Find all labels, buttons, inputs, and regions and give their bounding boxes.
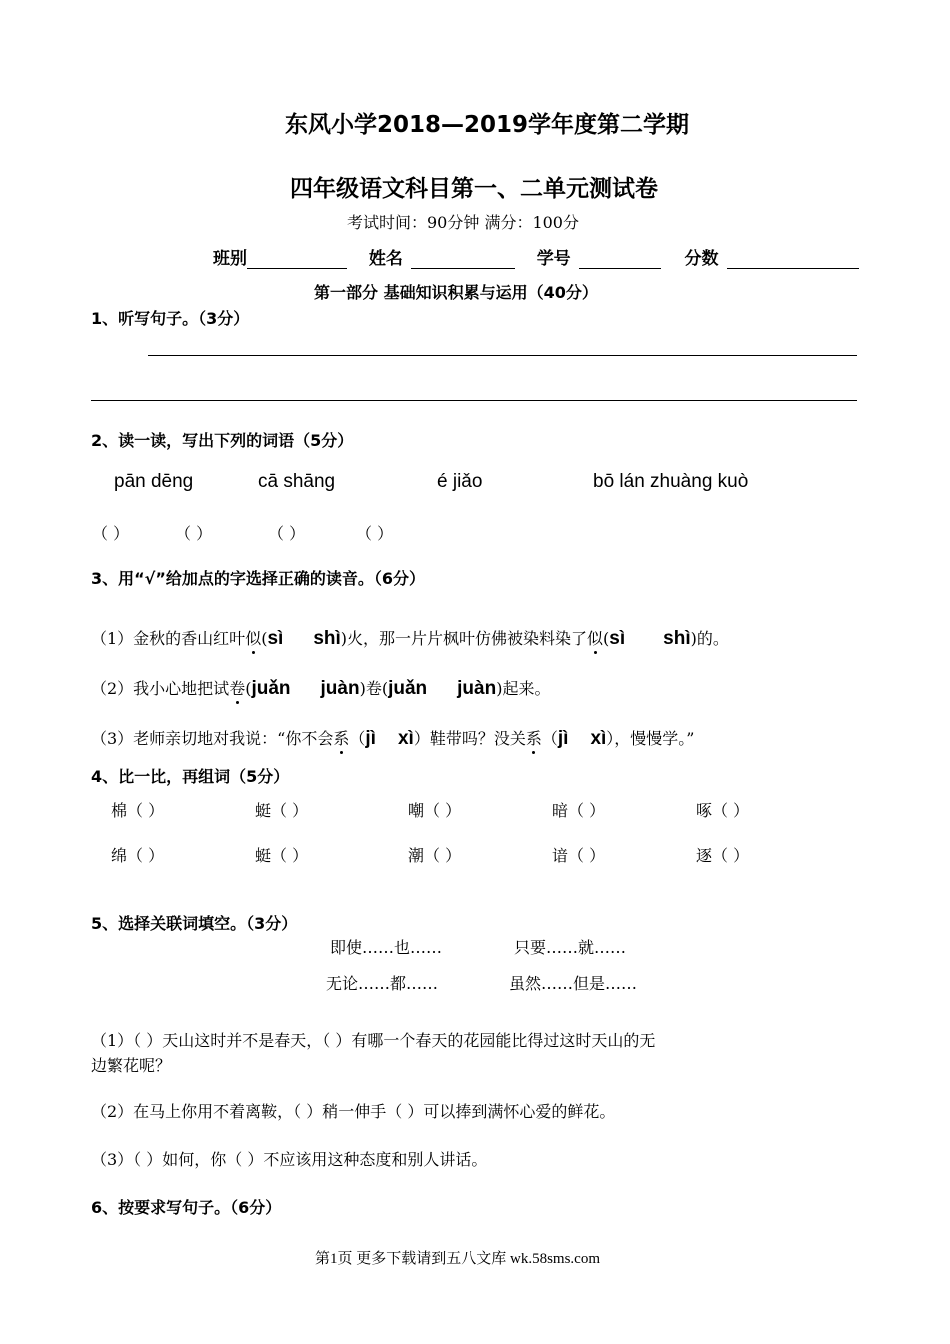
pinyin-item: é jiǎo (437, 471, 483, 492)
fill-sentence-2[interactable]: （2）在马上你用不着离鞍，（ ）稍一伸手（ ）可以捧到满怀心爱的鲜花。 (91, 1102, 616, 1121)
dotted-character: 卷 (229, 676, 245, 699)
page-footer: 第1页 更多下载请到五八文库 wk.58sms.com (315, 1251, 601, 1267)
exam-info: 考试时间：90分钟 满分：100分 (347, 213, 579, 232)
score-field[interactable] (727, 268, 859, 269)
word-group-item[interactable]: 棉（ ） (111, 801, 165, 820)
conjunction-option: 无论……都…… (326, 974, 439, 993)
word-group-item[interactable]: 暗（ ） (552, 801, 606, 820)
pinyin-choice[interactable]: xì (590, 728, 607, 749)
word-group-item[interactable]: 蜓（ ） (255, 846, 309, 865)
word-group-item[interactable]: 绵（ ） (111, 846, 165, 865)
word-group-item[interactable]: 嘲（ ） (408, 801, 462, 820)
reading-sentence-1 (91, 626, 729, 650)
sentence-text: （2）我小心地把试 (91, 679, 230, 698)
conjunction-option: 只要……就…… (514, 938, 627, 957)
school-title: 东风小学2018—2019学年度第二学期 (285, 112, 690, 138)
word-group-item[interactable]: 逐（ ） (696, 846, 750, 865)
pinyin-choice[interactable]: juàn (320, 678, 360, 699)
dotted-character: 似 (587, 626, 603, 649)
fill-sentence-3[interactable]: （3）（ ）如何，你（ ）不应该用这种态度和别人讲话。 (91, 1150, 488, 1169)
pinyin-choice[interactable]: juàn (457, 678, 497, 699)
question-1-title: 1、听写句子。（3分） (91, 309, 250, 328)
question-3-title: 3、用“√”给加点的字选择正确的读音。（6分） (91, 569, 425, 588)
dictation-line-1[interactable] (148, 355, 857, 356)
class-label: 班别 (213, 249, 247, 269)
sentence-text: ( (245, 679, 252, 698)
sentence-text: （3）老师亲切地对我说：“你不会 (91, 729, 334, 748)
dotted-character: 系 (333, 726, 349, 749)
word-group-item[interactable]: 谙（ ） (552, 846, 606, 865)
sentence-text: （1）金秋的香山红叶 (91, 629, 246, 648)
word-group-item[interactable]: 潮（ ） (408, 846, 462, 865)
sentence-text: )卷( (359, 679, 389, 698)
pinyin-choice[interactable]: jì (557, 728, 569, 749)
sentence-text: ( (603, 629, 610, 648)
dictation-line-2[interactable] (91, 400, 857, 401)
student-number-label: 学号 (536, 249, 571, 269)
name-label: 姓名 (368, 249, 403, 269)
pinyin-choice[interactable]: juǎn (388, 678, 428, 699)
pinyin-choice[interactable]: shì (663, 628, 691, 649)
question-2-title: 2、读一读，写出下列的词语（5分） (91, 431, 354, 450)
dotted-character: 似 (245, 626, 261, 649)
answer-bracket[interactable]: （ ） (356, 524, 394, 543)
pinyin-choice[interactable]: xì (397, 728, 414, 749)
question-6-title: 6、按要求写句子。（6分） (91, 1198, 282, 1217)
sentence-text: ( (261, 629, 268, 648)
name-field[interactable] (411, 268, 515, 269)
word-group-item[interactable]: 蜓（ ） (255, 801, 309, 820)
pinyin-item: cā shāng (258, 471, 336, 492)
question-5-title: 5、选择关联词填空。（3分） (91, 914, 298, 933)
pinyin-choice[interactable]: sì (609, 628, 626, 649)
dotted-character: 系 (526, 726, 542, 749)
sentence-text: （ (349, 729, 366, 748)
sentence-text: （ (541, 729, 558, 748)
sentence-text: )的。 (690, 629, 729, 648)
pinyin-choice[interactable]: shì (313, 628, 341, 649)
exam-title: 四年级语文科目第一、二单元测试卷 (290, 176, 658, 202)
score-label: 分数 (684, 249, 719, 269)
answer-bracket[interactable]: （ ） (268, 524, 306, 543)
class-field[interactable] (247, 268, 347, 269)
sentence-text: ）鞋带吗？没关 (413, 729, 526, 748)
part-title: 第一部分 基础知识积累与运用（40分） (314, 283, 598, 302)
fill-sentence-1[interactable]: （1）（ ）天山这时并不是春天，（ ）有哪一个春天的花园能比得过这时天山的无 (91, 1031, 656, 1050)
sentence-text: )起来。 (496, 679, 551, 698)
student-number-field[interactable] (579, 268, 661, 269)
pinyin-choice[interactable]: jì (365, 728, 376, 749)
reading-sentence-2 (91, 676, 550, 700)
answer-bracket[interactable]: （ ） (92, 524, 130, 543)
question-4-title: 4、比一比，再组词（5分） (91, 767, 290, 786)
word-group-item[interactable]: 啄（ ） (696, 801, 750, 820)
conjunction-option: 虽然……但是…… (509, 974, 638, 993)
pinyin-item: bō lán zhuàng kuò (593, 471, 749, 492)
student-info-row (213, 244, 859, 269)
answer-bracket[interactable]: （ ） (175, 524, 213, 543)
pinyin-choice[interactable]: sì (267, 628, 284, 649)
conjunction-option: 即使……也…… (330, 938, 443, 957)
pinyin-item: pān dēng (114, 471, 194, 492)
fill-sentence-1-continued: 边繁花呢？ (91, 1056, 172, 1075)
reading-sentence-3 (91, 726, 694, 750)
sentence-text: )火，那一片片枫叶仿佛被染料染了 (340, 629, 588, 648)
pinyin-choice[interactable]: juǎn (251, 678, 291, 699)
sentence-text: ），慢慢学。” (606, 729, 695, 748)
